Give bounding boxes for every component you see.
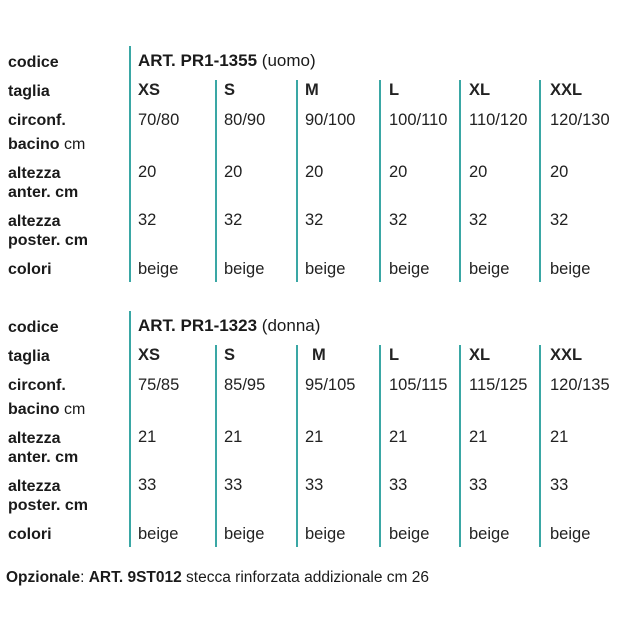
circonf-value: 105/115 bbox=[389, 376, 448, 394]
colori-value: beige bbox=[305, 525, 346, 543]
label-bacino: bacino cm bbox=[8, 401, 86, 418]
anter-value: 21 bbox=[469, 428, 488, 446]
poster-value: 32 bbox=[305, 211, 324, 229]
column-divider bbox=[459, 80, 461, 282]
size-header: L bbox=[389, 346, 400, 364]
colori-value: beige bbox=[550, 260, 591, 278]
label-colori: colori bbox=[8, 261, 52, 278]
anter-value: 21 bbox=[224, 428, 243, 446]
label-anter-cm: anter. cm bbox=[8, 184, 79, 201]
column-divider bbox=[539, 80, 541, 282]
colori-value: beige bbox=[138, 525, 179, 543]
poster-value: 32 bbox=[389, 211, 408, 229]
label-altezza-poster: altezza bbox=[8, 213, 61, 230]
poster-value: 33 bbox=[550, 476, 569, 494]
label-bacino: bacino cm bbox=[8, 136, 86, 153]
anter-value: 20 bbox=[550, 163, 569, 181]
size-header: XXL bbox=[550, 81, 583, 99]
anter-value: 20 bbox=[389, 163, 408, 181]
colori-value: beige bbox=[224, 260, 265, 278]
column-divider bbox=[459, 345, 461, 547]
colori-value: beige bbox=[389, 525, 430, 543]
label-taglia: taglia bbox=[8, 348, 50, 365]
label-altezza-poster: altezza bbox=[8, 478, 61, 495]
circonf-value: 110/120 bbox=[469, 111, 528, 129]
size-header: L bbox=[389, 81, 400, 99]
circonf-value: 95/105 bbox=[305, 376, 356, 394]
anter-value: 20 bbox=[469, 163, 488, 181]
circonf-value: 75/85 bbox=[138, 376, 180, 394]
column-divider bbox=[379, 345, 381, 547]
size-header: S bbox=[224, 81, 236, 99]
poster-value: 33 bbox=[305, 476, 324, 494]
colori-value: beige bbox=[389, 260, 430, 278]
colori-value: beige bbox=[469, 260, 510, 278]
circonf-value: 120/130 bbox=[550, 111, 610, 129]
poster-value: 32 bbox=[469, 211, 488, 229]
article-title: ART. PR1-1323 (donna) bbox=[138, 316, 321, 335]
column-divider bbox=[215, 80, 217, 282]
poster-value: 32 bbox=[138, 211, 157, 229]
size-header: S bbox=[224, 346, 236, 364]
circonf-value: 115/125 bbox=[469, 376, 528, 394]
column-divider bbox=[129, 46, 131, 282]
size-header: M bbox=[305, 81, 319, 99]
label-circonf: circonf. bbox=[8, 112, 66, 129]
circonf-value: 85/95 bbox=[224, 376, 266, 394]
column-divider bbox=[296, 80, 298, 282]
optional-text: stecca rinforzata addizionale cm 26 bbox=[181, 569, 430, 586]
label-poster-cm: poster. cm bbox=[8, 232, 89, 249]
size-header: XL bbox=[469, 81, 491, 99]
optional-separator: : bbox=[80, 569, 89, 586]
label-circonf: circonf. bbox=[8, 377, 66, 394]
label-codice: codice bbox=[8, 54, 59, 71]
anter-value: 20 bbox=[224, 163, 243, 181]
circonf-value: 70/80 bbox=[138, 111, 180, 129]
optional-note bbox=[6, 569, 429, 587]
anter-value: 20 bbox=[305, 163, 324, 181]
colori-value: beige bbox=[305, 260, 346, 278]
circonf-value: 90/100 bbox=[305, 111, 356, 129]
size-header: XL bbox=[469, 346, 491, 364]
anter-value: 21 bbox=[550, 428, 569, 446]
poster-value: 33 bbox=[224, 476, 243, 494]
anter-value: 21 bbox=[305, 428, 324, 446]
optional-article: ART. 9ST012 bbox=[88, 569, 182, 586]
circonf-value: 100/110 bbox=[389, 111, 448, 129]
colori-value: beige bbox=[469, 525, 510, 543]
label-altezza-anter: altezza bbox=[8, 430, 61, 447]
label-colori: colori bbox=[8, 526, 52, 543]
column-divider bbox=[539, 345, 541, 547]
size-header: M bbox=[312, 346, 326, 364]
label-codice: codice bbox=[8, 319, 59, 336]
optional-label: Opzionale bbox=[6, 569, 81, 586]
anter-value: 21 bbox=[389, 428, 408, 446]
size-header: XXL bbox=[550, 346, 583, 364]
poster-value: 33 bbox=[389, 476, 408, 494]
label-altezza-anter: altezza bbox=[8, 165, 61, 182]
size-header: XS bbox=[138, 346, 161, 364]
circonf-value: 80/90 bbox=[224, 111, 266, 129]
size-header: XS bbox=[138, 81, 161, 99]
label-taglia: taglia bbox=[8, 83, 50, 100]
column-divider bbox=[379, 80, 381, 282]
label-anter-cm: anter. cm bbox=[8, 449, 79, 466]
colori-value: beige bbox=[138, 260, 179, 278]
colori-value: beige bbox=[550, 525, 591, 543]
colori-value: beige bbox=[224, 525, 265, 543]
poster-value: 33 bbox=[469, 476, 488, 494]
label-poster-cm: poster. cm bbox=[8, 497, 89, 514]
column-divider bbox=[129, 311, 131, 547]
column-divider bbox=[215, 345, 217, 547]
poster-value: 33 bbox=[138, 476, 157, 494]
column-divider bbox=[296, 345, 298, 547]
circonf-value: 120/135 bbox=[550, 376, 610, 394]
poster-value: 32 bbox=[224, 211, 243, 229]
poster-value: 32 bbox=[550, 211, 569, 229]
anter-value: 21 bbox=[138, 428, 157, 446]
anter-value: 20 bbox=[138, 163, 157, 181]
article-title: ART. PR1-1355 (uomo) bbox=[138, 51, 316, 70]
